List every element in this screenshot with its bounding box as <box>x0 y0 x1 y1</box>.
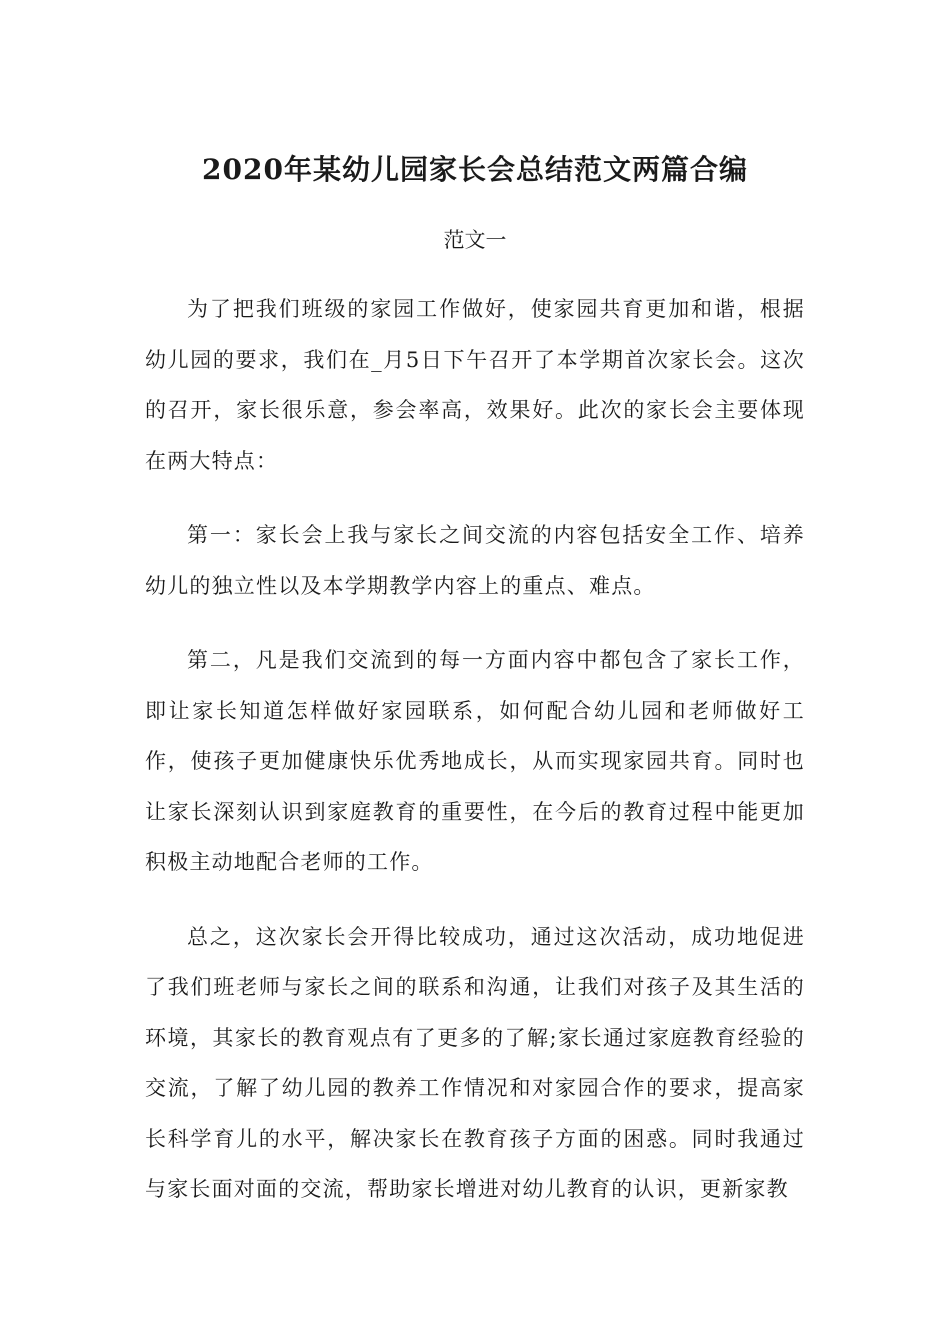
paragraph-summary: 总之，这次家长会开得比较成功，通过这次活动，成功地促进了我们班老师与家长之间的联系和沟通，让我们对孩子及其生活的环境，其家长的教育观点有了更多的了解;家长通过家庭教育经验的交流，了解了幼儿园的教养工作情况和对家园合作的要求，提高家长科学育儿的水平，解决家长在教育孩子方面的困惑。同时我通过与家长面对面的交流，帮助家长增进对幼儿教育的认识，更新家教 <box>145 924 805 1201</box>
document-body <box>145 284 805 1239</box>
document-subtitle: 范文一 <box>443 228 507 252</box>
paragraph-intro: 为了把我们班级的家园工作做好，使家园共育更加和谐，根据幼儿园的要求，我们在_月5日下午召开了本学期首次家长会。这次的召开，家长很乐意，参会率高，效果好。此次的家长会主要体现在两大特点： <box>145 297 805 473</box>
paragraph-point-one: 第一：家长会上我与家长之间交流的内容包括安全工作、培养幼儿的独立性以及本学期教学内容上的重点、难点。 <box>145 523 805 598</box>
paragraph-point-two: 第二，凡是我们交流到的每一方面内容中都包含了家长工作，即让家长知道怎样做好家园联系，如何配合幼儿园和老师做好工作，使孩子更加健康快乐优秀地成长，从而实现家园共育。同时也让家长深刻认识到家庭教育的重要性，在今后的教育过程中能更加积极主动地配合老师的工作。 <box>145 648 805 874</box>
document-title: 2020年某幼儿园家长会总结范文两篇合编 <box>202 153 748 186</box>
